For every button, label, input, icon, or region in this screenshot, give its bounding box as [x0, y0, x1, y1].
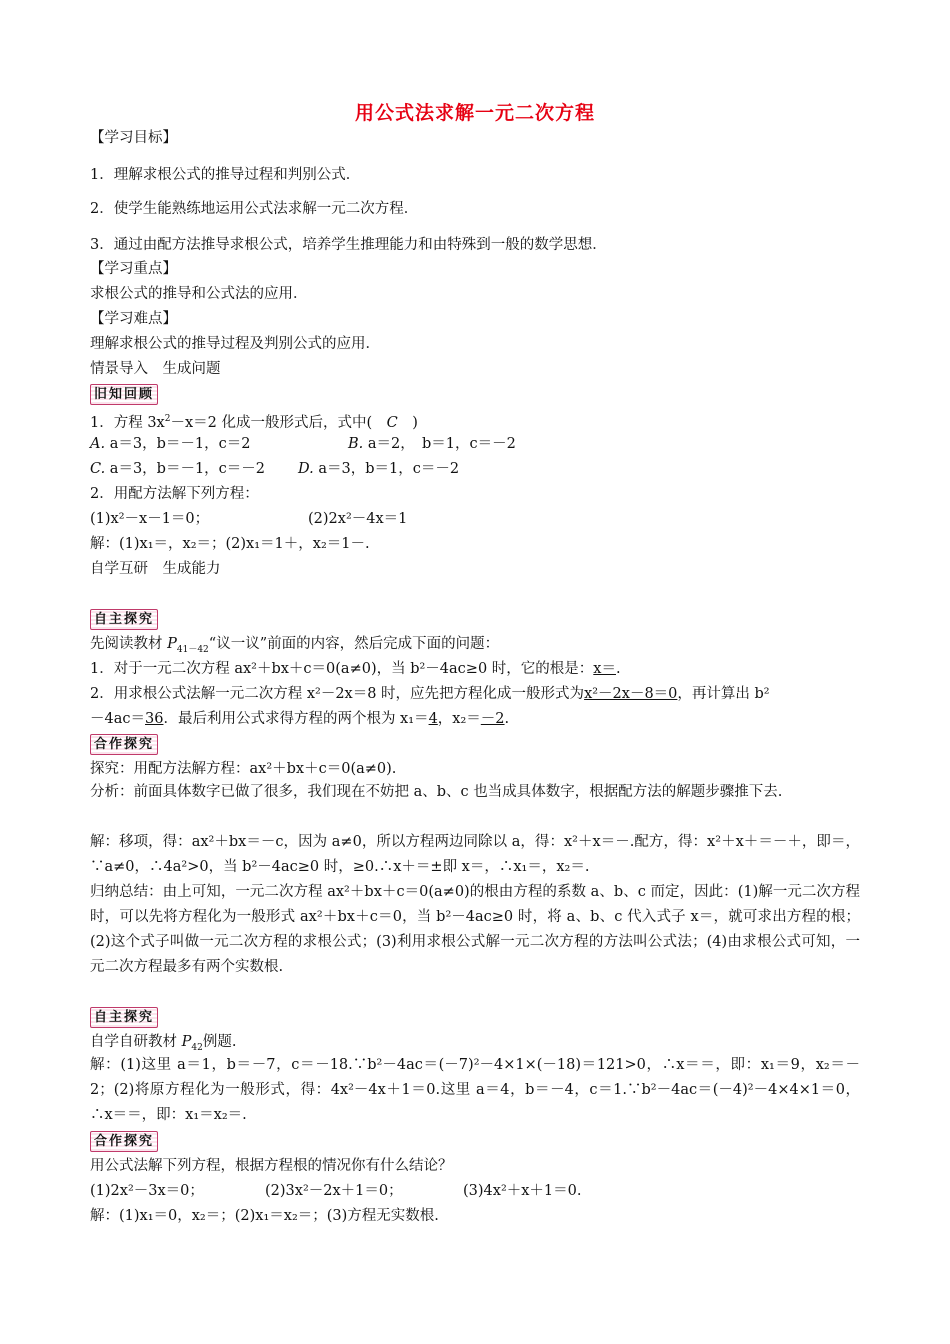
self1-item-2-line1: 2．用求根公式法解一元二次方程 x²－2x＝8 时，应先把方程化成一般形式为x²－2x－8＝0，再计算出 b² — [90, 686, 770, 702]
badge-self-study-2: 自主探究 — [90, 1007, 158, 1028]
goal-item-3: 3．通过由配方法推导求根公式，培养学生推理能力和由特殊到一般的数学思想． — [90, 237, 607, 253]
focus-text: 求根公式的推导和公式法的应用． — [90, 286, 308, 302]
page-title: 用公式法求解一元二次方程 — [354, 102, 595, 124]
coop1-solution: 解：移项，得：ax²＋bx＝－c，因为 a≠0，所以方程两边同除以 a，得：x²＋x＝－.配方，得：x²＋x＋＝－＋，即＝，∵a≠0，∴4a²>0，当 b²－4ac≥0 时，≥0.∴x＋＝±即 x＝，∴x₁＝，x₂＝. — [90, 834, 860, 875]
review-question-2: 2．用配方法解下列方程： — [90, 486, 259, 502]
difficulty-heading: 【学习难点】 — [90, 311, 177, 327]
badge-cooperation-1: 合作探究 — [90, 734, 158, 755]
section-heading-study: 自学互研 生成能力 — [90, 561, 221, 577]
review-options-cd: C. a＝3，b＝－1，c＝－2 D. a＝3，b＝1，c＝－2 — [90, 461, 460, 477]
badge-review: 旧知回顾 — [90, 384, 158, 405]
badge-cooperation-2: 合作探究 — [90, 1131, 158, 1152]
coop2-question: 用公式法解下列方程，根据方程根的情况你有什么结论？ — [90, 1158, 453, 1174]
self1-item-1: 1．对于一元二次方程 ax²＋bx＋c＝0(a≠0)，当 b²－4ac≥0 时，它的根是：x＝. — [90, 661, 621, 677]
self1-item-2-line2: －4ac＝36．最后利用公式求得方程的两个根为 x₁＝4，x₂＝－2. — [90, 711, 510, 727]
self2-intro: 自学自研教材 $P_{42}$例题. — [90, 1034, 237, 1053]
self2-solution: 解：(1)这里 a＝1，b＝－7，c＝－18.∵b²－4ac＝(－7)²－4×1×(－18)＝121>0，∴x＝＝，即：x₁＝9，x₂＝－2；(2)将原方程化为一般形式，得：4x²－4x＋1＝0.这里 a＝4，b＝－4，c＝1.∵b²－4ac＝(－4)²－4×4×1＝0，∴x＝＝，即：x₁＝x₂＝. — [90, 1057, 860, 1123]
coop1-explore: 探究：用配方法解方程：ax²＋bx＋c＝0(a≠0). — [90, 761, 397, 777]
coop2-solution: 解：(1)x₁＝0，x₂＝；(2)x₁＝x₂＝；(3)方程无实数根. — [90, 1208, 439, 1224]
review-equations: (1)x²－x－1＝0； (2)2x²－4x＝1 — [90, 511, 408, 527]
self1-intro: 先阅读教材 $P_{41-42}“$议一议”前面的内容，然后完成下面的问题： — [90, 636, 500, 655]
review-options-ab: A. a＝3，b＝－1，c＝2 B. a＝2， b＝1，c＝－2 — [90, 436, 516, 452]
review-answer: C — [386, 414, 398, 431]
review-question-1: 1．方程 $3x^2-x=2$ 化成一般形式后，式中( C ) — [90, 414, 418, 431]
difficulty-text: 理解求根公式的推导过程及判别公式的应用． — [90, 336, 380, 352]
coop1-summary: 归纳总结：由上可知，一元二次方程 ax²＋bx＋c＝0(a≠0)的根由方程的系数 a、b、c 而定，因此：(1)解一元二次方程时，可以先将方程化为一般形式 ax²＋bx＋c＝0，当 b²－4ac≥0 时，将 a、b、c 代入式子 x＝，就可求出方程的根；(2)这个式子叫做一元二次方程的求根公式；(3)利用求根公式解一元二次方程的方法叫公式法；(4)由求根公式可知，一元二次方程最多有两个实数根. — [90, 884, 860, 975]
focus-heading: 【学习重点】 — [90, 261, 177, 277]
section-heading-intro: 情景导入 生成问题 — [90, 361, 221, 377]
coop2-equations: (1)2x²－3x＝0； (2)3x²－2x＋1＝0； (3)4x²＋x＋1＝0. — [90, 1183, 582, 1199]
goal-item-2: 2．使学生能熟练地运用公式法求解一元二次方程． — [90, 201, 419, 217]
badge-self-study-1: 自主探究 — [90, 609, 158, 630]
goals-heading: 【学习目标】 — [90, 130, 177, 146]
goal-item-1: 1．理解求根公式的推导过程和判别公式． — [90, 167, 361, 183]
coop1-analysis: 分析：前面具体数字已做了很多，我们现在不妨把 a、b、c 也当成具体数字，根据配方法的解题步骤推下去. — [90, 784, 783, 800]
review-solution: 解：(1)x₁＝，x₂＝；(2)x₁＝1＋，x₂＝1－. — [90, 536, 370, 552]
